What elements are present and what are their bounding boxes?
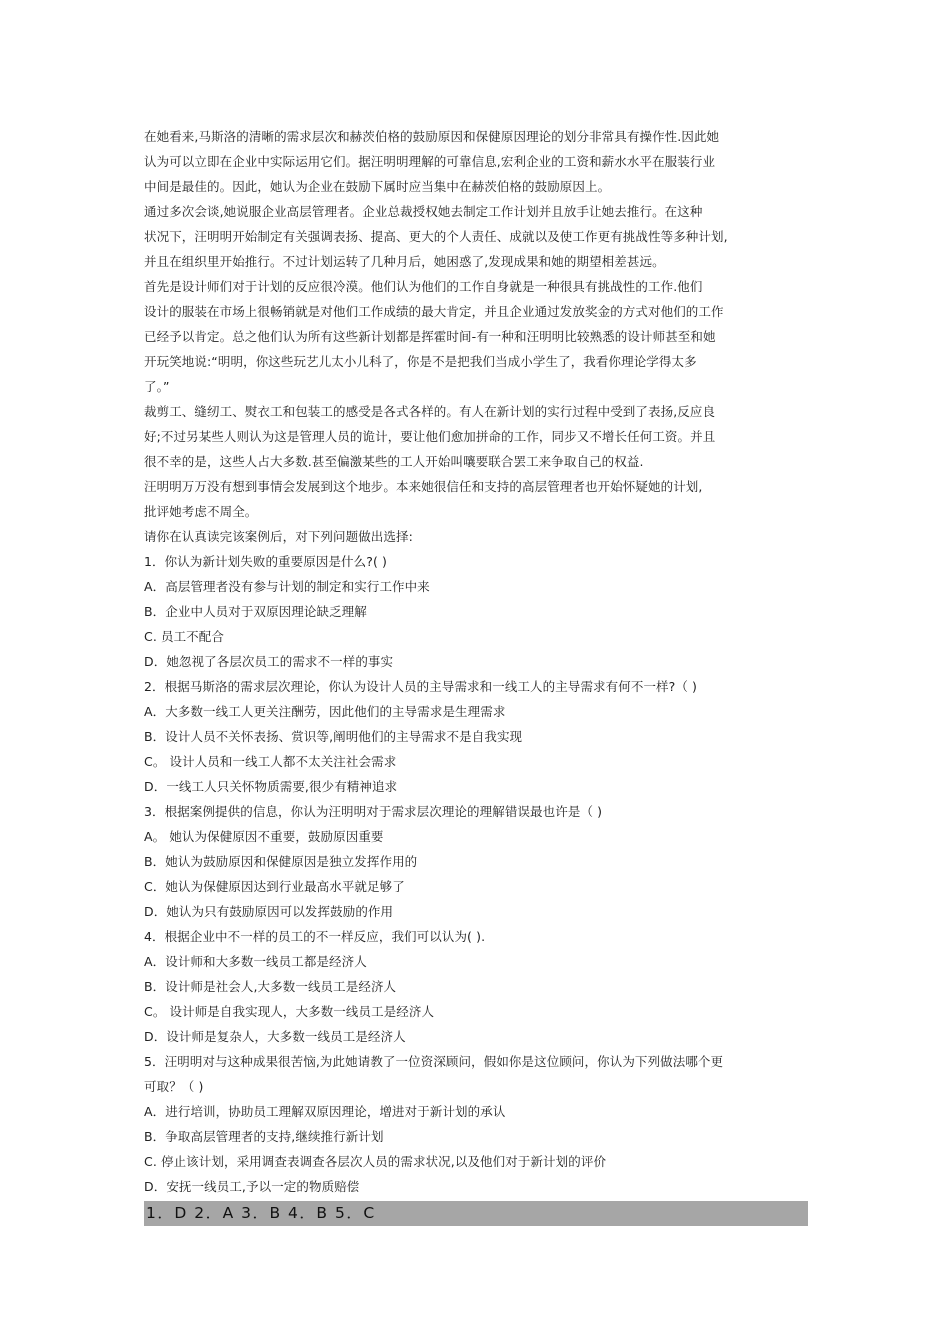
text-line: 首先是设计师们对于计划的反应很冷漠。他们认为他们的工作自身就是一种很具有挑战性的工作.他们 (144, 279, 703, 294)
text-line: D．安抚一线员工,予以一定的物质赔偿 (144, 1179, 360, 1194)
text-line: 3．根据案例提供的信息，你认为汪明明对于需求层次理论的理解错误最也许是（ ) (144, 804, 603, 819)
text-line: 并且在组织里开始推行。不过计划运转了几种月后，她困惑了,发现成果和她的期望相差甚远。 (144, 254, 665, 269)
text-line: 已经予以肯定。总之他们认为所有这些新计划都是挥霍时间-有一种和汪明明比较熟悉的设计师甚至和她 (144, 329, 716, 344)
text-line: 认为可以立即在企业中实际运用它们。据汪明明理解的可靠信息,宏利企业的工资和薪水水平在服装行业 (144, 154, 716, 169)
text-line: C．她认为保健原因达到行业最高水平就足够了 (144, 879, 405, 894)
text-line: 很不幸的是，这些人占大多数.甚至偏激某些的工人开始叫嚷要联合罢工来争取自己的权益. (144, 454, 644, 469)
text-line: C。 设计人员和一线工人都不太关注社会需求 (144, 754, 397, 769)
text-line: 开玩笑地说:“明明，你这些玩艺儿太小儿科了，你是不是把我们当成小学生了，我看你理论学得太多 (144, 354, 697, 369)
text-line: A．设计师和大多数一线员工都是经济人 (144, 954, 367, 969)
case-text (144, 124, 808, 1199)
text-line: B．设计师是社会人,大多数一线员工是经济人 (144, 979, 397, 994)
text-line: A．大多数一线工人更关注酬劳，因此他们的主导需求是生理需求 (144, 704, 506, 719)
text-line: 了。” (144, 379, 170, 394)
text-line: D．一线工人只关怀物质需要,很少有精神追求 (144, 779, 398, 794)
text-line: 状况下，汪明明开始制定有关强调表扬、提高、更大的个人责任、成就以及使工作更有挑战性等多种计划, (144, 229, 728, 244)
text-line: B．她认为鼓励原因和保健原因是独立发挥作用的 (144, 854, 418, 869)
text-line: C. 停止该计划，采用调查表调查各层次人员的需求状况,以及他们对于新计划的评价 (144, 1154, 607, 1169)
text-line: 在她看来,马斯洛的清晰的需求层次和赫茨伯格的鼓励原因和保健原因理论的划分非常具有操作性.因此她 (144, 129, 720, 144)
text-line: D．她忽视了各层次员工的需求不一样的事实 (144, 654, 394, 669)
text-line: D．她认为只有鼓励原因可以发挥鼓励的作用 (144, 904, 394, 919)
text-line: C。 设计师是自我实现人，大多数一线员工是经济人 (144, 1004, 435, 1019)
text-line: B．争取高层管理者的支持,继续推行新计划 (144, 1129, 384, 1144)
text-line: 请你在认真读完该案例后，对下列问题做出选择: (144, 529, 413, 544)
text-line: A。 她认为保健原因不重要，鼓励原因重要 (144, 829, 384, 844)
text-line: B．设计人员不关怀表扬、赏识等,阐明他们的主导需求不是自我实现 (144, 729, 523, 744)
text-line: 汪明明万万没有想到事情会发展到这个地步。本来她很信任和支持的高层管理者也开始怀疑她的计划, (144, 479, 703, 494)
text-line: 可取？（ ) (144, 1079, 204, 1094)
text-line: B．企业中人员对于双原因理论缺乏理解 (144, 604, 367, 619)
answer-key-bar: 1．D 2．A 3．B 4．B 5．C (144, 1201, 808, 1226)
text-line: 5．汪明明对与这种成果很苦恼,为此她请教了一位资深顾问，假如你是这位顾问，你认为下列做法哪个更 (144, 1054, 724, 1069)
text-line: 4．根据企业中不一样的员工的不一样反应，我们可以认为( ). (144, 929, 486, 944)
text-line: 中间是最佳的。因此，她认为企业在鼓励下属时应当集中在赫茨伯格的鼓励原因上。 (144, 179, 611, 194)
text-line: 好;不过另某些人则认为这是管理人员的诡计，要让他们愈加拼命的工作，同步又不增长任何工资。并且 (144, 429, 716, 444)
text-line: 设计的服装在市场上很畅销就是对他们工作成绩的最大肯定，并且企业通过发放奖金的方式对他们的工作 (144, 304, 724, 319)
text-line: 裁剪工、缝纫工、熨衣工和包装工的感受是各式各样的。有人在新计划的实行过程中受到了表扬,反应良 (144, 404, 716, 419)
text-line: D．设计师是复杂人，大多数一线员工是经济人 (144, 1029, 406, 1044)
text-line: 批评她考虑不周全。 (144, 504, 258, 519)
document-body (144, 124, 808, 1226)
text-line: 通过多次会谈,她说服企业高层管理者。企业总裁授权她去制定工作计划并且放手让她去推行。在这种 (144, 204, 703, 219)
text-line: A．进行培训，协助员工理解双原因理论，增进对于新计划的承认 (144, 1104, 506, 1119)
text-line: C. 员工不配合 (144, 629, 224, 644)
text-line: 1．你认为新计划失败的重要原因是什么?( ) (144, 554, 388, 569)
text-line: A．高层管理者没有参与计划的制定和实行工作中来 (144, 579, 430, 594)
text-line: 2．根据马斯洛的需求层次理论，你认为设计人员的主导需求和一线工人的主导需求有何不一样?（ ) (144, 679, 698, 694)
